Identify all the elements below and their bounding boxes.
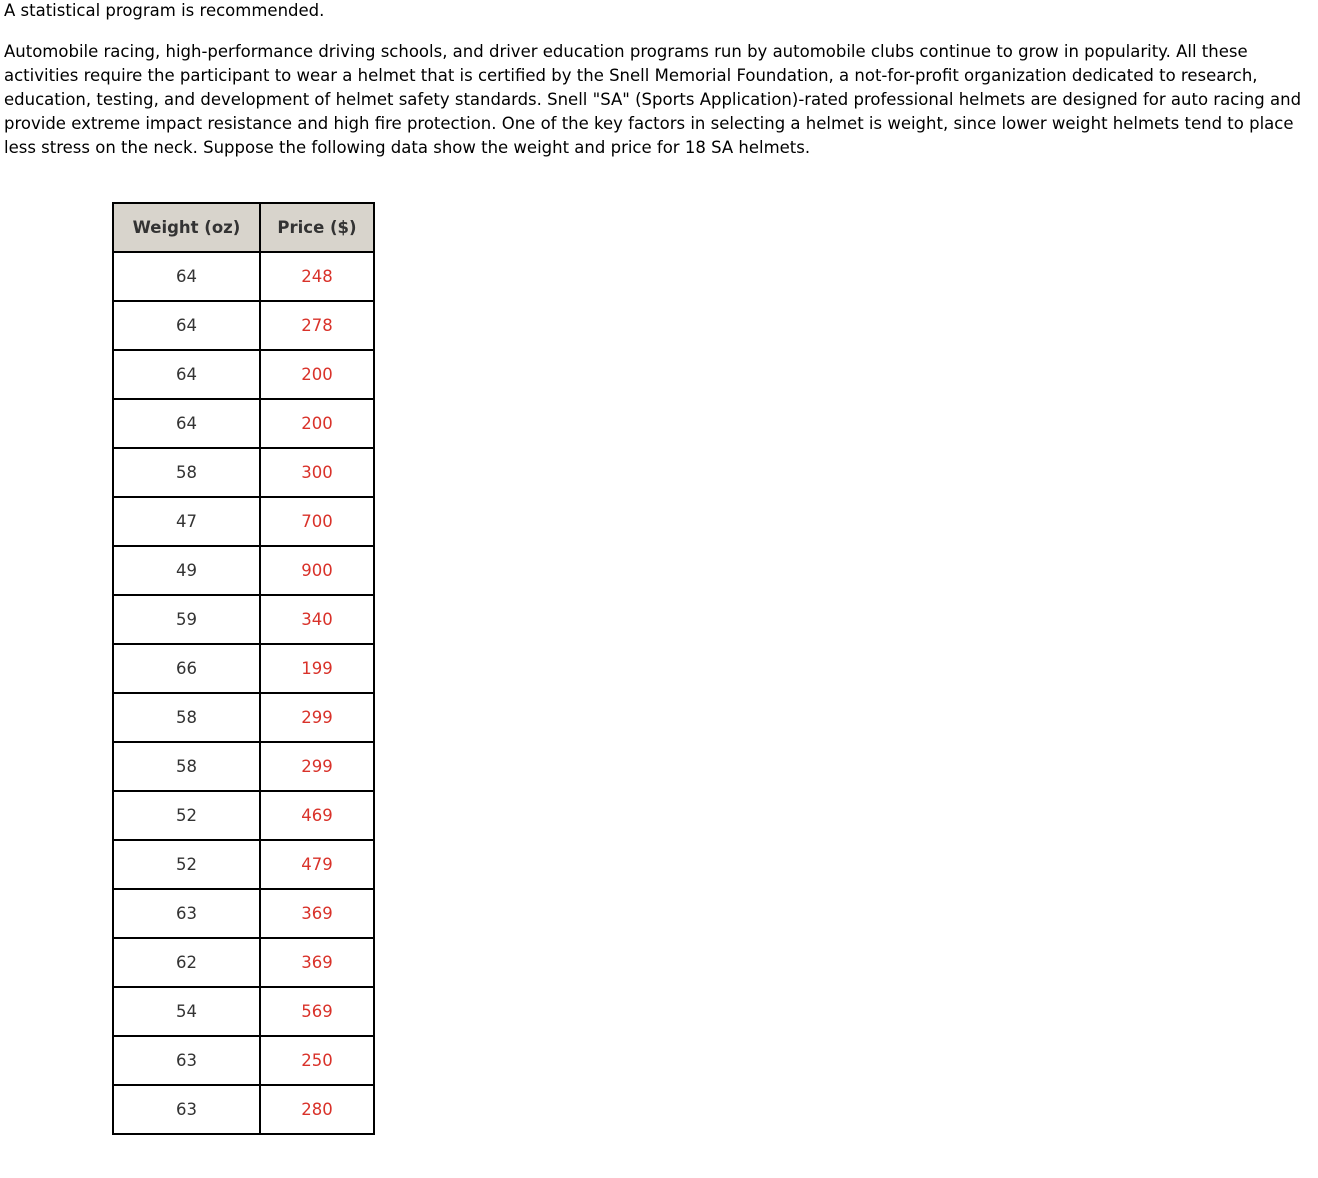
price-cell: 569 xyxy=(260,987,374,1036)
price-cell: 479 xyxy=(260,840,374,889)
weight-column-header: Weight (oz) xyxy=(113,203,260,252)
weight-cell: 64 xyxy=(113,301,260,350)
helmet-data-table xyxy=(112,202,375,1135)
table-row xyxy=(113,987,374,1036)
price-cell: 250 xyxy=(260,1036,374,1085)
weight-cell: 64 xyxy=(113,350,260,399)
price-cell: 199 xyxy=(260,644,374,693)
price-cell: 300 xyxy=(260,448,374,497)
price-cell: 248 xyxy=(260,252,374,301)
table-row xyxy=(113,448,374,497)
price-cell: 200 xyxy=(260,350,374,399)
table-row xyxy=(113,693,374,742)
table-row xyxy=(113,644,374,693)
table-body xyxy=(113,252,374,1134)
weight-cell: 54 xyxy=(113,987,260,1036)
price-cell: 200 xyxy=(260,399,374,448)
price-cell: 369 xyxy=(260,889,374,938)
weight-cell: 66 xyxy=(113,644,260,693)
weight-cell: 47 xyxy=(113,497,260,546)
weight-cell: 58 xyxy=(113,742,260,791)
price-cell: 469 xyxy=(260,791,374,840)
table-row xyxy=(113,497,374,546)
price-cell: 900 xyxy=(260,546,374,595)
weight-cell: 62 xyxy=(113,938,260,987)
weight-cell: 63 xyxy=(113,1085,260,1134)
weight-cell: 64 xyxy=(113,399,260,448)
problem-description: Automobile racing, high-performance driving schools, and driver education programs run by automobile clubs continue to grow in popularity. All these activities require the participant to wear a helmet that is certified by the Snell Memorial Foundation, a not-for-profit organization dedicated to research, education, testing, and development of helmet safety standards. Snell "SA" (Sports Application)-rated professional helmets are designed for auto racing and provide extreme impact resistance and high fire protection. One of the key factors in selecting a helmet is weight, since lower weight helmets tend to place less stress on the neck. Suppose the following data show the weight and price for 18 SA helmets. xyxy=(4,42,1302,157)
price-cell: 299 xyxy=(260,742,374,791)
table-row xyxy=(113,791,374,840)
table-row xyxy=(113,1085,374,1134)
price-cell: 340 xyxy=(260,595,374,644)
table-row xyxy=(113,840,374,889)
weight-cell: 52 xyxy=(113,791,260,840)
table-row xyxy=(113,742,374,791)
table-row xyxy=(113,252,374,301)
price-cell: 299 xyxy=(260,693,374,742)
price-column-header: Price ($) xyxy=(260,203,374,252)
table-row xyxy=(113,546,374,595)
price-cell: 278 xyxy=(260,301,374,350)
weight-cell: 63 xyxy=(113,889,260,938)
price-cell: 369 xyxy=(260,938,374,987)
table-row xyxy=(113,889,374,938)
weight-cell: 49 xyxy=(113,546,260,595)
weight-cell: 58 xyxy=(113,693,260,742)
table-row xyxy=(113,595,374,644)
table-row xyxy=(113,399,374,448)
table-row xyxy=(113,1036,374,1085)
table-row xyxy=(113,350,374,399)
weight-cell: 63 xyxy=(113,1036,260,1085)
table-row xyxy=(113,938,374,987)
recommendation-note: A statistical program is recommended. xyxy=(4,1,325,20)
price-cell: 280 xyxy=(260,1085,374,1134)
table-header-row xyxy=(113,203,374,252)
weight-cell: 52 xyxy=(113,840,260,889)
price-cell: 700 xyxy=(260,497,374,546)
table-row xyxy=(113,301,374,350)
weight-cell: 59 xyxy=(113,595,260,644)
weight-cell: 58 xyxy=(113,448,260,497)
weight-cell: 64 xyxy=(113,252,260,301)
